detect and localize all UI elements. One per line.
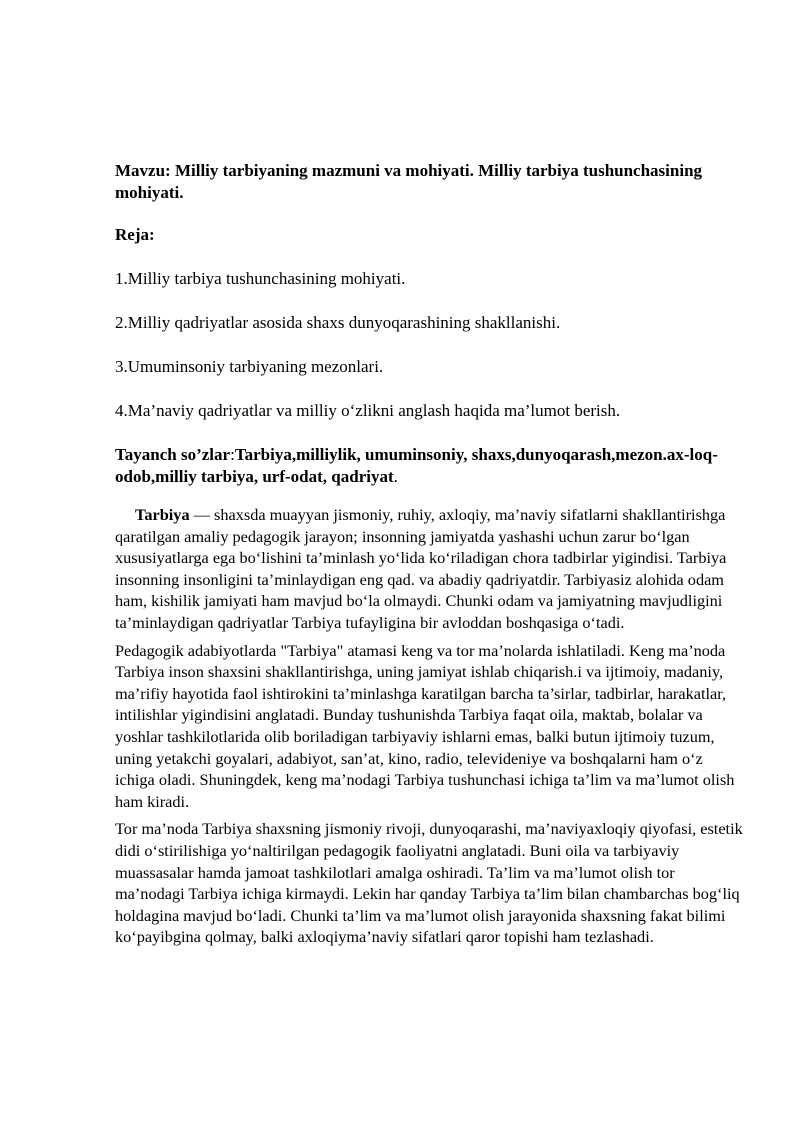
plan-item-2: 2.Milliy qadriyatlar asosida shaxs dunyoqarashining shakllanishi. <box>115 313 561 332</box>
document-page <box>115 160 745 954</box>
paragraph-3: Tor ma’noda Tarbiya shaxsning jismoniy rivoji, dunyoqarashi, ma’naviyaxloqiy qiyofasi, estetik didi o‘stirilishiga yo‘naltirilgan pedagogik faoliyatni anglatadi. Buni oila va tarbiyaviy muassasalar hamda jamoat tashkilotlari amalga oshiradi. Ta’lim va ma’lumot olish tor ma’nodagi Tarbiya ichiga kirmaydi. Lekin har qanday Tarbiya ta’lim bilan chambarchas bog‘liq holdagina mavjud bo‘ladi. Chunki ta’lim va ma’lumot olish jarayonida shaxsning fakat bilimi ko‘payibgina qolmay, balki axloqiyma’naviy sifatlari qaror topishi ham tezlashadi. <box>115 819 743 947</box>
keywords-end: . <box>393 467 398 486</box>
keywords-separator: : <box>230 445 235 464</box>
keywords-line <box>115 444 745 488</box>
keywords-label: Tayanch so’zlar <box>115 445 231 464</box>
paragraph-1-lead: Tarbiya <box>135 505 190 524</box>
plan-item-1: 1.Milliy tarbiya tushunchasining mohiyati. <box>115 269 406 288</box>
plan-item-3: 3.Umuminsoniy tarbiyaning mezonlari. <box>115 357 384 376</box>
keywords-list: Tarbiya,milliylik, umuminsoniy, shaxs,dunyoqarash,mezon.ax-loq-odob,milliy tarbiya, urf-odat, qadriyat <box>115 445 718 486</box>
document-title: Mavzu: Milliy tarbiyaning mazmuni va mohiyati. Milliy tarbiya tushunchasining mohiyati. <box>115 161 703 202</box>
paragraph-2: Pedagogik adabiyotlarda "Tarbiya" atamasi keng va tor ma’nolarda ishlatiladi. Keng ma’noda Tarbiya inson shaxsini shakllantirishga, uning jamiyat ishlab chiqarish.i va ijtimoiy, madaniy, ma’rifiy hayotida faol ishtirokini ta’minlashga karatilgan barcha ta’sirlar, tadbirlar, harakatlar, intilishlar yigindisini anglatadi. Bunday tushunishda Tarbiya faqat oila, maktab, bolalar va yoshlar tashkilotlarida olib boriladigan tarbiyaviy ishlarni emas, balki butun ijtimoiy tuzum, uning yetakchi goyalari, adabiyot, san’at, kino, radio, televideniye va boshqalarni ham o‘z ichiga oladi. Shuningdek, keng ma’nodagi Tarbiya tushunchasi ichiga ta’lim va ma’lumot olish ham kiradi. <box>115 640 735 811</box>
plan-heading: Reja: <box>115 225 155 244</box>
plan-item-4: 4.Ma’naviy qadriyatlar va milliy o‘zlikni anglash haqida ma’lumot berish. <box>115 401 621 420</box>
paragraph-1-text: — shaxsda muayyan jismoniy, ruhiy, axloqiy, ma’naviy sifatlarni shakllantirishga qaratilgan amaliy pedagogik jarayon; insonning jamiyatda yashashi uchun zarur bo‘lgan xususiyatlarga ega bo‘lishini ta’minlash yo‘lida ko‘riladigan chora tadbirlar yigindisi. Tarbiya insonning insonligini ta’minlaydigan eng qad. va abadiy qadriyatdir. Tarbiyasiz alohida odam ham, kishilik jamiyati ham mavjud bo‘la olmaydi. Chunki odam va jamiyatning mavjudligini ta’minlaydigan qadriyatlar Tarbiya tufayligina bir avloddan boshqasiga o‘tadi. <box>115 505 727 632</box>
paragraph-1 <box>115 504 745 634</box>
